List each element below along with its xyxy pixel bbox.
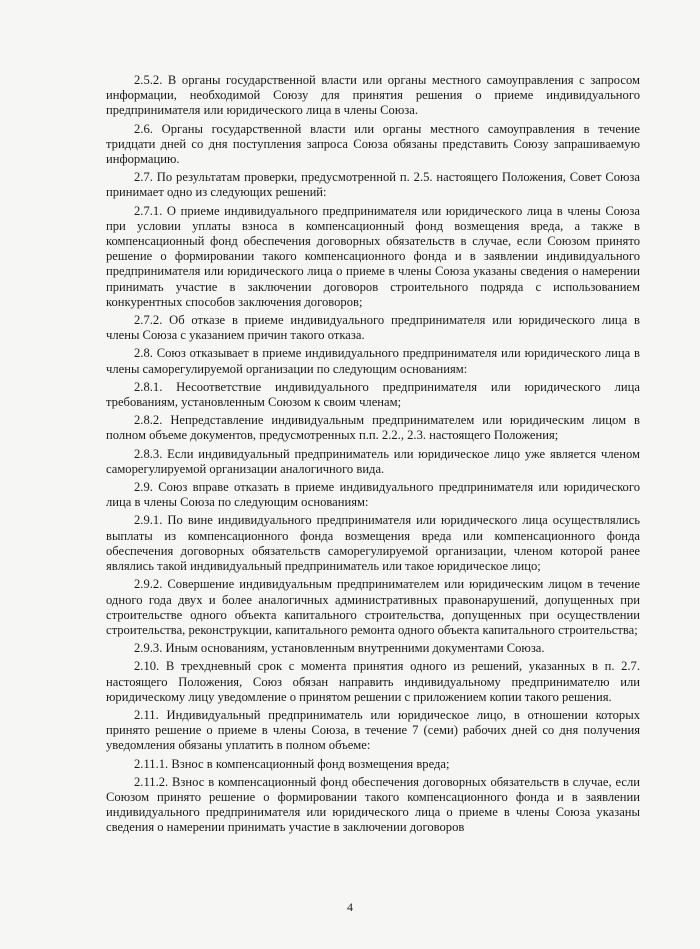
paragraph-2-6: 2.6. Органы государственной власти или органы местного самоуправления в течение тридцати дней со дня поступления запроса Союза обязаны представить Союзу запрашиваемую информацию. <box>106 121 640 167</box>
paragraph-2-8-1: 2.8.1. Несоответствие индивидуального предпринимателя или юридического лица требованиям, установленным Союзом к своим членам; <box>106 379 640 410</box>
document-body <box>106 73 640 839</box>
paragraph-2-8-2: 2.8.2. Непредставление индивидуальным предпринимателем или юридическим лицом в полном объеме документов, предусмотренных п.п. 2.2., 2.3. настоящего Положения; <box>106 413 640 443</box>
paragraph-2-7-2: 2.7.2. Об отказе в приеме индивидуального предпринимателя или юридического лица в члены Союза с указанием причин такого отказа. <box>106 313 640 343</box>
paragraph-2-11: 2.11. Индивидуальный предприниматель или юридическое лицо, в отношении которых принято решение о приеме в члены Союза, в течение 7 (семи) рабочих дней со дня получения уведомления обязаны уплатить в полном объеме: <box>106 707 640 753</box>
paragraph-2-10: 2.10. В трехдневный срок с момента принятия одного из решений, указанных в п. 2.7. настоящего Положения, Союз обязан направить индивидуальному предпринимателю или юридическому лицу уведомление о принятом решении с приложением копии такого решения. <box>106 659 640 704</box>
paragraph-2-9-1: 2.9.1. По вине индивидуального предпринимателя или юридического лица осуществлялись выплаты из компенсационного фонда возмещения вреда или компенсационного фонда обеспечения договорных обязательств саморегулируемой организации, членом которой ранее являлись такой индивидуальный предприниматель или такое юридическое лицо; <box>106 513 640 574</box>
paragraph-2-9-2: 2.9.2. Совершение индивидуальным предпринимателем или юридическим лицом в течение одного года двух и более аналогичных административных правонарушений, допущенных при строительстве одного объекта капитального строительства, допущенных при осуществлении строительства, реконструкции, капитального ремонта одного объекта капитального строительства; <box>106 577 640 637</box>
paragraph-2-5-2: 2.5.2. В органы государственной власти или органы местного самоуправления с запросом информации, необходимой Союзу для принятия решения о приеме индивидуального предпринимателя или юридического лица в члены Союза. <box>106 73 640 118</box>
paragraph-2-8: 2.8. Союз отказывает в приеме индивидуального предпринимателя или юридического лица в члены саморегулируемой организации по следующим основаниям: <box>106 346 640 376</box>
paragraph-2-7: 2.7. По результатам проверки, предусмотренной п. 2.5. настоящего Положения, Совет Союза принимает одно из следующих решений: <box>106 170 640 200</box>
paragraph-2-7-1: 2.7.1. О приеме индивидуального предпринимателя или юридического лица в члены Союза при условии уплаты взноса в компенсационный фонд возмещения вреда, а также в компенсационный фонд обеспечения договорных обязательств в случае, если Союзом принято решение о формировании такого компенсационного фонда и в заявлении индивидуального предпринимателя или юридического лица о приеме в члены Союза указаны сведения о намерении принимать участие в заключении договоров строительного подряда с использованием конкурентных способов заключения договоров; <box>106 203 640 309</box>
paragraph-2-11-1: 2.11.1. Взнос в компенсационный фонд возмещения вреда; <box>134 756 450 771</box>
paragraph-2-11-2: 2.11.2. Взнос в компенсационный фонд обеспечения договорных обязательств в случае, если Союзом принято решение о формировании такого компенсационного фонда и в заявлении индивидуального предпринимателя или юридического лица о приеме в члены Союза указаны сведения о намерении принимать участие в заключении договоров <box>106 774 640 835</box>
paragraph-2-9: 2.9. Союз вправе отказать в приеме индивидуального предпринимателя или юридического лица в члены Союза по следующим основаниям: <box>106 480 640 510</box>
paragraph-2-9-3: 2.9.3. Иным основаниям, установленным внутренними документами Союза. <box>134 641 545 656</box>
paragraph-2-8-3: 2.8.3. Если индивидуальный предприниматель или юридическое лицо уже является членом саморегулируемой организации аналогичного вида. <box>106 446 640 476</box>
page-number: 4 <box>347 900 353 914</box>
